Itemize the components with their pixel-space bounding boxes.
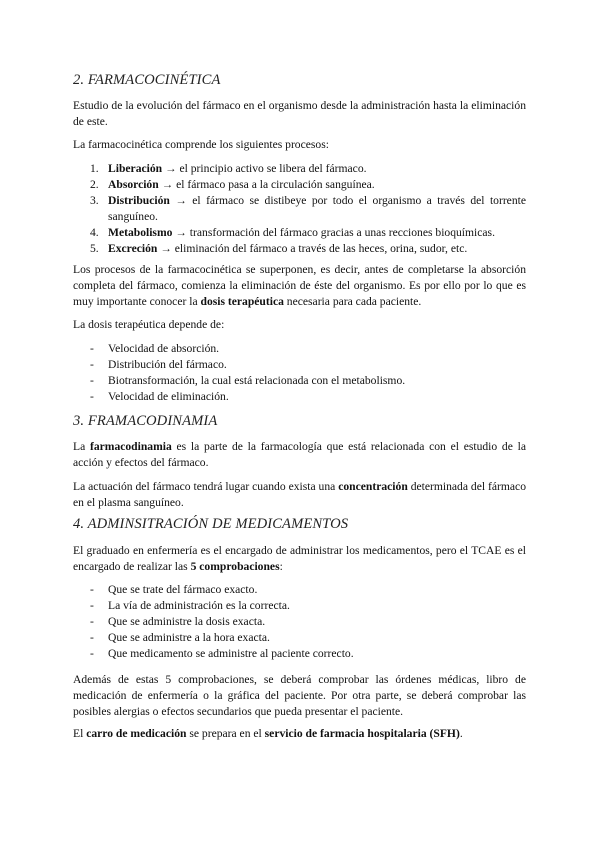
section-title-farmacodinamia: 3. FRAMACODINAMIA — [73, 413, 218, 429]
list-item: - Que medicamento se administre al paciente correcto. — [90, 647, 354, 660]
section-title-administracion: 4. ADMINSITRACIÓN DE MEDICAMENTOS — [73, 516, 349, 532]
paragraph-graduado: El graduado en enfermería es el encargado de administrar los medicamentos, pero el TCAE es el encargado de realizar las 5 comprobaciones: — [73, 544, 526, 573]
list-item: 1. Liberación → el principio activo se libera del fármaco. — [90, 162, 367, 175]
list-item: 4. Metabolismo → transformación del fármaco gracias a unas recciones bioquímicas. — [90, 226, 495, 239]
checks-list — [73, 582, 526, 662]
paragraph-processes-lead: La farmacocinética comprende los siguientes procesos: — [73, 138, 329, 151]
list-item: - La vía de administración es la correcta. — [90, 599, 290, 612]
paragraph-overlap: Los procesos de la farmacocinética se superponen, es decir, antes de completarse la absorción completa del fármaco, comienza la eliminación de éste del organismo. Es por ello por lo que es muy importante conocer la dosis terapéutica necesaria para cada paciente. — [73, 263, 526, 308]
list-item: - Velocidad de absorción. — [90, 342, 220, 355]
list-item: - Que se trate del fármaco exacto. — [90, 583, 258, 596]
paragraph-dose-lead: La dosis terapéutica depende de: — [73, 318, 225, 331]
paragraph-comprobaciones: Además de estas 5 comprobaciones, se deberá comprobar las órdenes médicas, libro de medicación de enfermería o la gráfica del paciente. Por otra parte, se deberá comprobar las posibles alergias o efectos secundarios que pueda presentar el paciente. — [73, 673, 526, 718]
dose-factors-list — [73, 341, 526, 405]
list-item: - Que se administre la dosis exacta. — [90, 615, 266, 628]
section-title-farmacocinetica: 2. FARMACOCINÉTICA — [73, 72, 221, 88]
list-item: - Que se administre a la hora exacta. — [90, 631, 270, 644]
list-item: - Velocidad de eliminación. — [90, 390, 229, 403]
list-item: 5. Excreción → eliminación del fármaco a través de las heces, orina, sudor, etc. — [90, 242, 468, 255]
paragraph-intro: Estudio de la evolución del fármaco en el organismo desde la administración hasta la eliminación de este. — [73, 99, 526, 128]
paragraph-farmacodinamia: La farmacodinamia es la parte de la farmacología que está relacionada con el estudio de la acción y efectos del fármaco. — [73, 440, 526, 469]
paragraph-carro: El carro de medicación se prepara en el servicio de farmacia hospitalaria (SFH). — [73, 727, 463, 740]
list-item: - Distribución del fármaco. — [90, 358, 227, 371]
list-item: 2. Absorción → el fármaco pasa a la circulación sanguínea. — [90, 178, 375, 191]
processes-list — [73, 161, 526, 257]
list-item: - Biotransformación, la cual está relacionada con el metabolismo. — [90, 374, 406, 387]
list-item: 3. Distribución → el fármaco se distibeye por todo el organismo a través del torrente sanguíneo. — [90, 194, 526, 223]
paragraph-actuacion: La actuación del fármaco tendrá lugar cuando exista una concentración determinada del fármaco en el plasma sanguíneo. — [73, 480, 526, 509]
